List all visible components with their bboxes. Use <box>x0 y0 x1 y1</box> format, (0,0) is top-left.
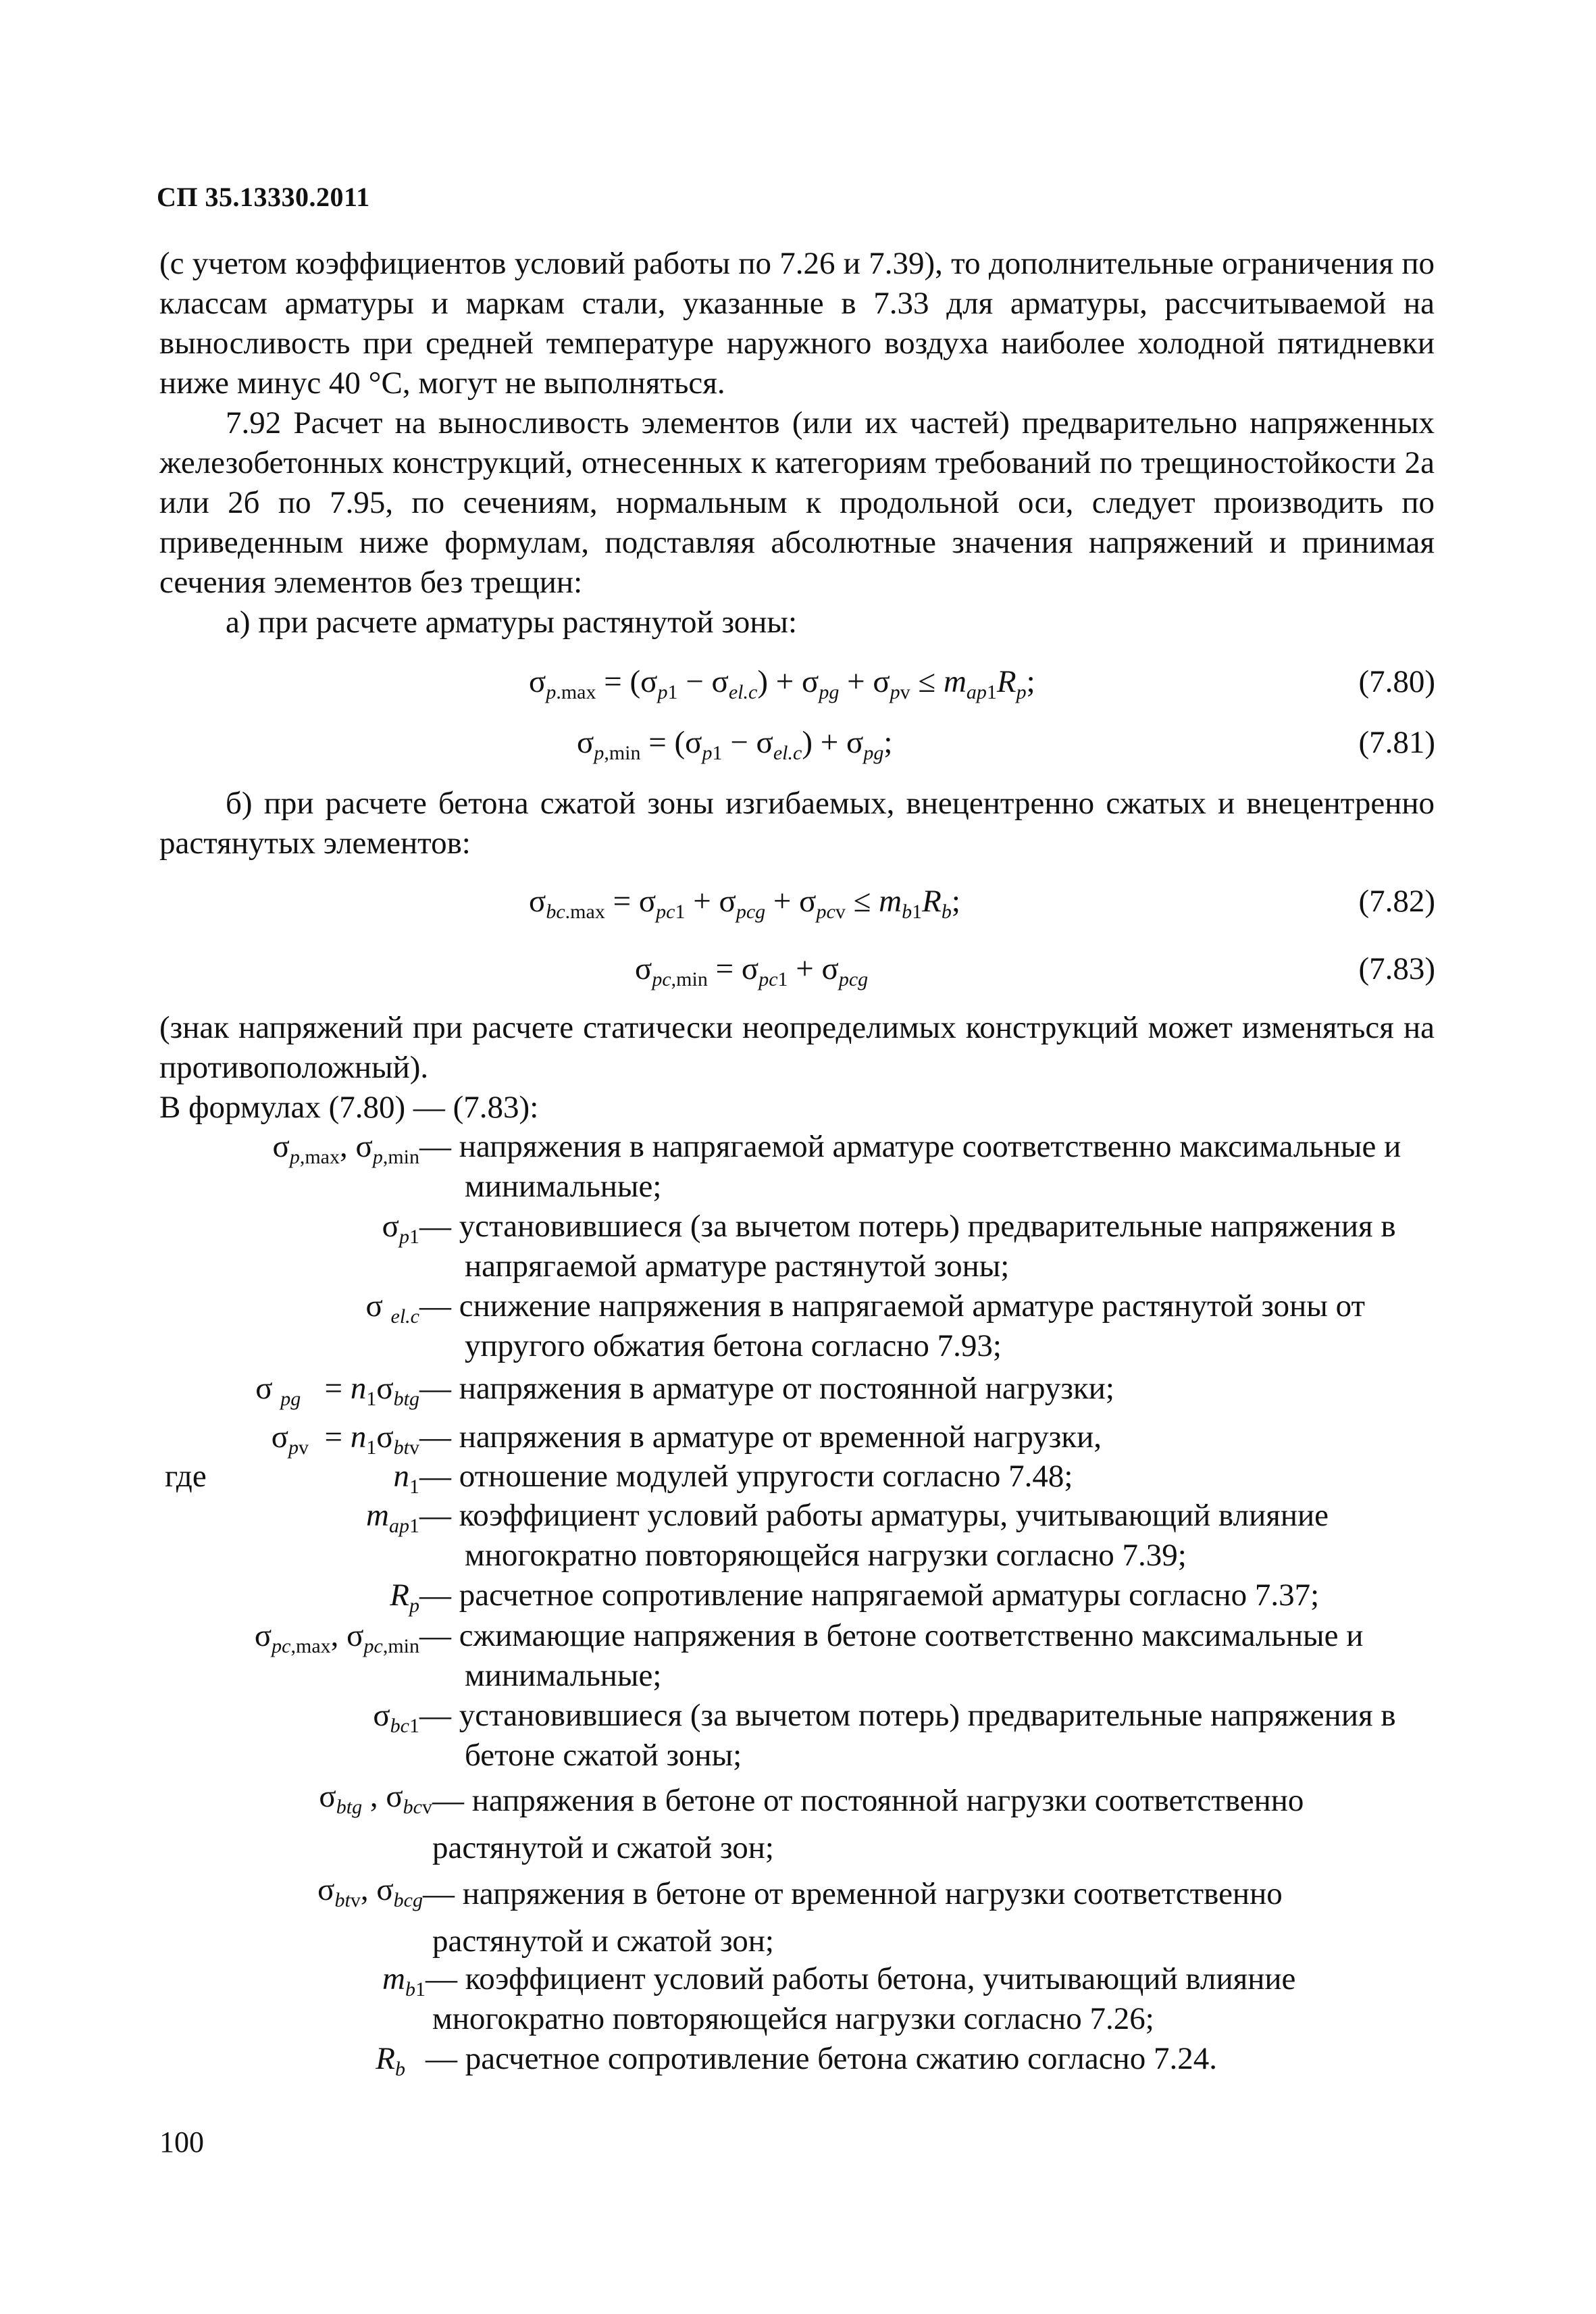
def-term-sigma-pg: σ $_{pg} = n_1\sigma_{btg}$ <box>255 1371 419 1410</box>
sign-note: (знак напряжений при расчете статически неопределимых конструкций может изменяться на противоположный). <box>159 1010 1435 1085</box>
def-term-sigma-pv: $\sigma_{pv} = n_1\sigma_{btv}$ <box>271 1419 419 1459</box>
def-text-11: — напряжения в бетоне от постоянной нагрузки соответственно растянутой и сжатой зон; <box>432 1783 1304 1865</box>
def-text-12: — напряжения в бетоне от временной нагрузки соответственно растянутой и сжатой зон; <box>423 1876 1283 1959</box>
def-text-14: — расчетное сопротивление бетона сжатию согласно 7.24. <box>426 2041 1217 2076</box>
def-text-4: — напряжения в арматуре от постоянной нагрузки; <box>419 1371 1114 1406</box>
def-term-map1: $m_{ap1}$ <box>366 1498 419 1537</box>
formulas-intro: В формулах (7.80) — (7.83): <box>159 1090 539 1125</box>
def-term-sigma-p1: $\sigma_{p1}$ <box>382 1209 419 1248</box>
def-term-sigma-btv-bcg: $\sigma_{btv}$, $\sigma_{bcg}$ <box>317 1872 423 1911</box>
def-text-6: — отношение модулей упругости согласно 7.48; <box>419 1459 1073 1494</box>
def-term-n1: $n_1$ <box>393 1459 419 1498</box>
def-term-sigma-bc1: $\sigma_{bc1}$ <box>373 1698 419 1737</box>
def-term-sigma-btg-bcv: $\sigma_{btg}$ , $\sigma_{bcv}$ <box>319 1779 432 1818</box>
equation-number-7-80: (7.80) <box>1358 664 1435 699</box>
def-term-sigma-elc: σ $_{el.c}$ <box>365 1288 419 1328</box>
item-a: а) при расчете арматуры растянутой зоны: <box>226 605 798 640</box>
def-text-8: — расчетное сопротивление напрягаемой арматуры согласно 7.37; <box>419 1578 1320 1613</box>
def-text-7: — коэффициент условий работы арматуры, учитывающий влияние многократно повторяющейся нагрузки согласно 7.39; <box>419 1498 1329 1573</box>
def-text-3: — снижение напряжения в напрягаемой арматуре растянутой зоны от упругого обжатия бетона согласно 7.93; <box>419 1288 1366 1363</box>
where-label: где <box>165 1459 207 1494</box>
equation-number-7-83: (7.83) <box>1358 951 1435 986</box>
def-text-9: — сжимающие напряжения в бетоне соответственно максимальные и минимальные; <box>419 1618 1364 1693</box>
paragraph-7-92: 7.92 Расчет на выносливость элементов (или их частей) предварительно напряженных железобетонных конструкций, отнесенных к категориям требований по трещиностойкости 2а или 2б по 7.95, по сечениям, нормальным к продольной оси, следует производить по приведенным ниже формулам, подставляя абсолютные значения напряжений и принимая сечения элементов без трещин: <box>159 405 1435 600</box>
equation-number-7-81: (7.81) <box>1358 725 1435 760</box>
formula-7-81: $\sigma_{p,min} = (\sigma_{p1} - \sigma_{el.c}) + \sigma_{pg}$; <box>577 725 893 764</box>
formula-7-80: $\sigma_{p.max} = (\sigma_{p1} - \sigma_{el.c}) + \sigma_{pg} + \sigma_{pv} \le m_{ap1}R_p$; <box>529 664 1035 703</box>
formula-7-82: $\sigma_{bc.max} = \sigma_{pc1} + \sigma_{pcg} + \sigma_{pcv} \le m_{b1}R_b$; <box>529 884 960 923</box>
def-text-1: — напряжения в напрягаемой арматуре соответственно максимальные и минимальные; <box>419 1129 1401 1204</box>
def-term-rb: $R_b$ <box>376 2041 405 2080</box>
page-number: 100 <box>159 2126 204 2159</box>
paragraph-continuation: (с учетом коэффициентов условий работы по 7.26 и 7.39), то дополнительные ограничения по классам арматуры и маркам стали, указанные в 7.33 для арматуры, рассчитываемой на выносливость при средней температуре наружного воздуха наиболее холодной пятидневки ниже минус 40 °С, могут не выполняться. <box>159 246 1435 401</box>
document-header: СП 35.13330.2011 <box>157 182 370 212</box>
def-text-5: — напряжения в арматуре от временной нагрузки, <box>419 1419 1102 1455</box>
def-term-rp: $R_p$ <box>390 1578 419 1617</box>
def-text-10: — установившиеся (за вычетом потерь) предварительные напряжения в бетоне сжатой зоны; <box>419 1698 1396 1773</box>
def-term-mb1: $m_{b1}$ <box>382 1961 426 2001</box>
item-b: б) при расчете бетона сжатой зоны изгибаемых, внецентренно сжатых и внецентренно растянутых элементов: <box>159 786 1435 861</box>
def-text-13: — коэффициент условий работы бетона, учитывающий влияние многократно повторяющейся нагрузки согласно 7.26; <box>426 1961 1296 2036</box>
def-text-2: — установившиеся (за вычетом потерь) предварительные напряжения в напрягаемой арматуре растянутой зоны; <box>419 1209 1396 1284</box>
def-term-sigma-pc-max-min: $\sigma_{pc,max}$, $\sigma_{pc,min}$ <box>254 1618 419 1657</box>
formula-7-83: $\sigma_{pc,min} = \sigma_{pc1} + \sigma_{pcg}$ <box>635 951 869 990</box>
def-term-sigma-p-max-min: $\sigma_{p,max}$, $\sigma_{p,min}$ <box>272 1129 419 1168</box>
equation-number-7-82: (7.82) <box>1358 884 1435 919</box>
